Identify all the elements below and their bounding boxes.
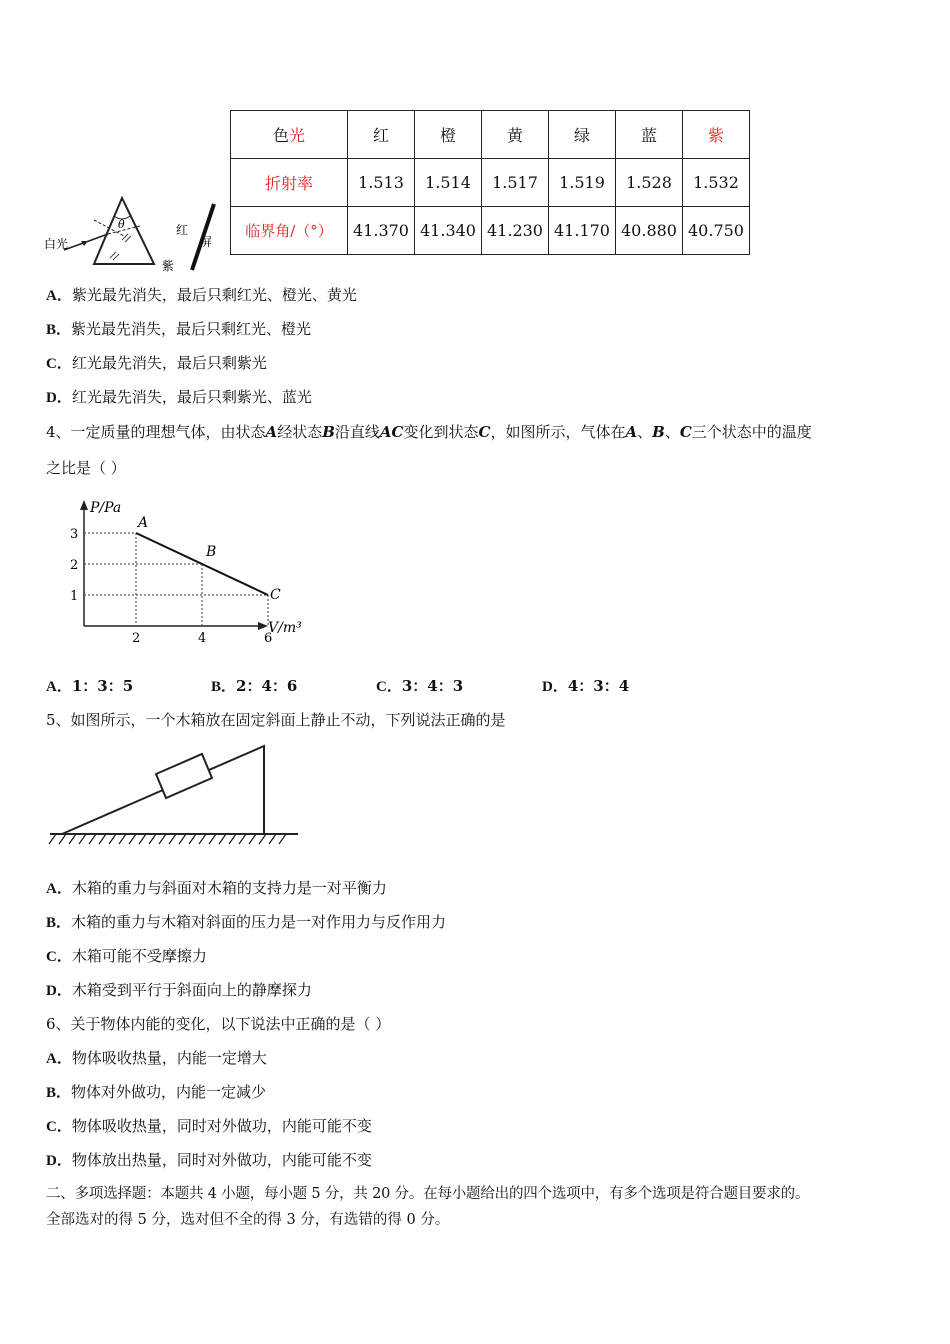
hatch-mark — [129, 834, 136, 844]
hatch-mark — [109, 834, 116, 844]
option-text: 4：3：4 — [567, 677, 630, 695]
option-letter: A． — [46, 288, 72, 304]
option-letter: C． — [376, 679, 402, 695]
row-label: 折射率 — [231, 159, 348, 207]
option-letter: A． — [46, 679, 72, 695]
hatch-mark — [79, 834, 86, 844]
y-tick-label: 1 — [70, 589, 79, 604]
color-cell: 绿 — [549, 111, 616, 159]
value-cell: 1.519 — [549, 159, 616, 207]
option-text: 木箱受到平行于斜面向上的静摩探力 — [71, 981, 312, 999]
value-cell: 41.370 — [348, 207, 415, 255]
color-cell: 橙 — [415, 111, 482, 159]
header-cell-color-light — [231, 111, 348, 159]
color-cell: 蓝 — [616, 111, 683, 159]
value-cell: 41.170 — [549, 207, 616, 255]
option-text: 木箱的重力与木箱对斜面的压力是一对作用力与反作用力 — [71, 913, 447, 931]
option-letter: D． — [542, 679, 568, 695]
var-c: C — [679, 423, 692, 441]
x-axis-label: V/m³ — [268, 620, 302, 636]
ground-hatch — [49, 834, 286, 844]
value-cell: 1.528 — [616, 159, 683, 207]
option-letter: B． — [211, 679, 237, 695]
value-cell: 1.517 — [482, 159, 549, 207]
value-cell: 41.230 — [482, 207, 549, 255]
prism — [94, 198, 154, 264]
hatch-mark — [149, 834, 156, 844]
q5-option-c — [46, 946, 207, 967]
option-text: 木箱可能不受摩擦力 — [71, 947, 207, 965]
q4-stem-line2: 之比是（ ） — [46, 459, 126, 477]
q4-option-a — [46, 676, 133, 697]
prism-figure — [44, 190, 224, 278]
value-cell: 40.880 — [616, 207, 683, 255]
value-cell: 1.514 — [415, 159, 482, 207]
hatch-mark — [169, 834, 176, 844]
incline-figure — [44, 740, 304, 852]
q3-option-a — [46, 285, 357, 306]
hatch — [113, 254, 119, 260]
pv-axes — [80, 500, 268, 630]
wooden-box — [156, 754, 212, 798]
table-row-critical-angle — [231, 207, 750, 255]
y-axis-arrow — [80, 500, 88, 510]
hatch-mark — [189, 834, 196, 844]
option-text: 物体放出热量，同时对外做功，内能可能不变 — [71, 1151, 372, 1169]
header-prefix: 色 — [272, 126, 289, 145]
table-row-header — [231, 111, 750, 159]
point-label-a: A — [138, 515, 149, 531]
q3-option-c — [46, 353, 267, 374]
q4-option-d — [542, 676, 629, 697]
option-text: 紫光最先消失，最后只剩红光、橙光 — [71, 320, 312, 338]
color-cell: 黄 — [482, 111, 549, 159]
hatch-mark — [269, 834, 276, 844]
stem-text: 三个状态中的温度 — [691, 423, 812, 441]
x-tick-label: 2 — [132, 631, 141, 644]
option-letter: B． — [46, 1085, 72, 1101]
value-cell: 40.750 — [683, 207, 750, 255]
hatch-mark — [239, 834, 246, 844]
hatch-mark — [209, 834, 216, 844]
q5-option-d — [46, 980, 312, 1001]
option-letter: A． — [46, 1051, 72, 1067]
hatch-mark — [59, 834, 66, 844]
option-text: 物体对外做功，内能一定减少 — [71, 1083, 267, 1101]
stem-text: 、 — [637, 423, 653, 441]
hatch-mark — [279, 834, 286, 844]
y-tick-label: 2 — [70, 558, 79, 573]
option-text: 3：4：3 — [401, 677, 464, 695]
hatch-mark — [249, 834, 256, 844]
q6-option-c — [46, 1116, 372, 1137]
var-b: B — [322, 423, 335, 441]
value-cell: 41.340 — [415, 207, 482, 255]
var-a: A — [625, 423, 638, 441]
table-row-refractive-index — [231, 159, 750, 207]
hatch-mark — [159, 834, 166, 844]
q6-option-d — [46, 1150, 372, 1171]
stem-text: 沿直线 — [334, 423, 380, 441]
header-suffix: 光 — [289, 126, 306, 145]
stem-text: 经状态 — [277, 423, 323, 441]
option-text: 2：4：6 — [236, 677, 298, 695]
point-label-c: C — [270, 587, 281, 603]
q3-option-d — [46, 387, 312, 408]
hatch-mark — [89, 834, 96, 844]
hatch-mark — [99, 834, 106, 844]
option-letter: C． — [46, 949, 72, 965]
y-axis-label: P/Pa — [90, 500, 122, 516]
option-text: 红光最先消失，最后只剩紫光 — [71, 354, 267, 372]
x-tick-label: 6 — [264, 631, 273, 644]
white-light-label: 白光 — [44, 237, 69, 251]
stem-text: 4、一定质量的理想气体，由状态 — [46, 423, 266, 441]
red-label: 红 — [176, 223, 189, 237]
option-text: 物体吸收热量，同时对外做功，内能可能不变 — [71, 1117, 372, 1135]
q6-option-a — [46, 1048, 267, 1069]
hatch-mark — [259, 834, 266, 844]
option-text: 红光最先消失，最后只剩紫光、蓝光 — [71, 388, 312, 406]
point-label-b: B — [206, 544, 217, 560]
color-cell: 紫 — [683, 111, 750, 159]
option-letter: B． — [46, 915, 72, 931]
section2-instructions-line1: 二、多项选择题：本题共 4 小题，每小题 5 分，共 20 分。在每小题给出的四个选项中，有多个选项是符合题目要求的。 — [46, 1186, 810, 1202]
option-text: 物体吸收热量，内能一定增大 — [71, 1049, 267, 1067]
q4-option-c — [376, 676, 463, 697]
q6-stem: 6、关于物体内能的变化，以下说法中正确的是（ ） — [46, 1015, 391, 1033]
option-text: 紫光最先消失，最后只剩红光、橙光、黄光 — [71, 286, 357, 304]
hatch — [125, 236, 131, 242]
q4-stem — [46, 422, 812, 442]
var-a: A — [265, 423, 278, 441]
stem-text: 、 — [664, 423, 680, 441]
screen-label: 屏 — [200, 235, 213, 249]
option-letter: D． — [46, 390, 72, 406]
hatch-mark — [69, 834, 76, 844]
x-axis-arrow — [258, 622, 268, 630]
option-text: 木箱的重力与斜面对木箱的支持力是一对平衡力 — [71, 879, 387, 897]
value-cell: 1.532 — [683, 159, 750, 207]
option-letter: D． — [46, 983, 72, 999]
q3-option-b — [46, 319, 311, 340]
var-b: B — [652, 423, 665, 441]
option-letter: B． — [46, 322, 72, 338]
y-tick-label: 3 — [70, 527, 79, 542]
theta-label: θ — [118, 218, 125, 231]
hatch-mark — [219, 834, 226, 844]
color-cell: 红 — [348, 111, 415, 159]
option-text: 1：3：5 — [71, 677, 134, 695]
hatch-mark — [199, 834, 206, 844]
hatch — [110, 252, 116, 258]
row-label: 临界角/（°） — [231, 207, 348, 255]
option-letter: C． — [46, 356, 72, 372]
x-tick-label: 4 — [198, 631, 207, 644]
q5-option-a — [46, 878, 387, 899]
purple-label: 紫 — [162, 259, 175, 273]
var-ac: AC — [379, 423, 404, 441]
q5-stem: 5、如图所示，一个木箱放在固定斜面上静止不动，下列说法正确的是 — [46, 711, 506, 729]
hatch-mark — [139, 834, 146, 844]
value-cell: 1.513 — [348, 159, 415, 207]
pv-data — [70, 515, 281, 644]
refraction-table — [230, 110, 750, 255]
hatch-mark — [49, 834, 56, 844]
section2-instructions-line2: 全部选对的得 5 分，选对但不全的得 3 分，有选错的得 0 分。 — [46, 1212, 450, 1228]
option-letter: A． — [46, 881, 72, 897]
stem-text: 变化到状态 — [403, 423, 479, 441]
hatch-mark — [229, 834, 236, 844]
q5-option-b — [46, 912, 446, 933]
pv-graph — [60, 494, 320, 644]
option-letter: C． — [46, 1119, 72, 1135]
option-letter: D． — [46, 1153, 72, 1169]
q6-option-b — [46, 1082, 266, 1103]
hatch-mark — [179, 834, 186, 844]
stem-text: ，如图所示，气体在 — [490, 423, 626, 441]
hatch-mark — [119, 834, 126, 844]
var-c: C — [478, 423, 491, 441]
q4-option-b — [211, 676, 297, 697]
